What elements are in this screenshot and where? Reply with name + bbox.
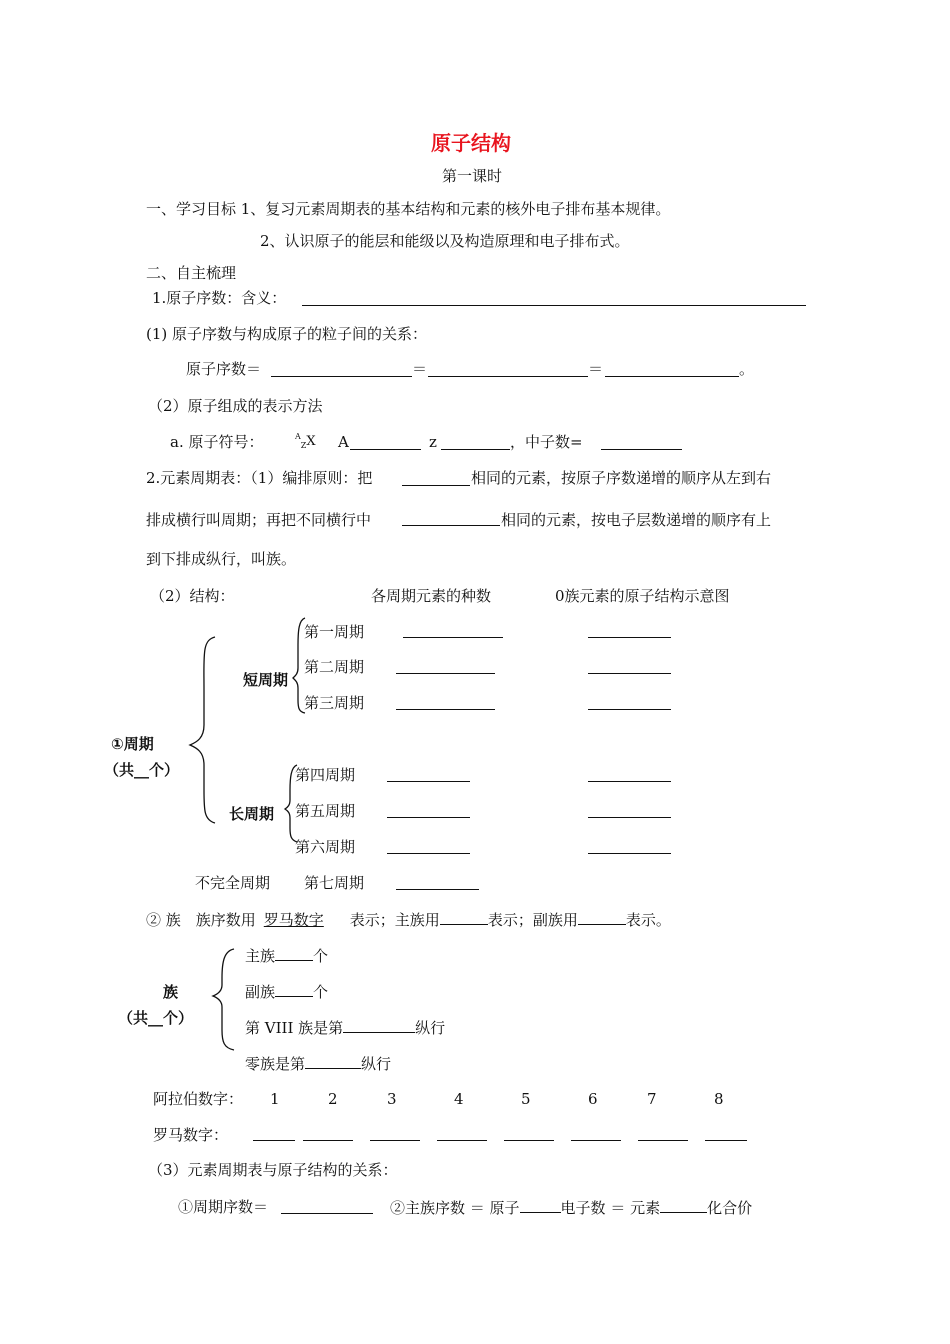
group-main-label: 族 xyxy=(163,983,179,1001)
q1-label: 1.原子序数：含义： xyxy=(152,289,287,307)
period-4: 第四周期 xyxy=(295,766,356,784)
group-brace xyxy=(213,949,234,1050)
period-2-diagram-blank[interactable] xyxy=(588,673,671,674)
sub-group-notation-blank[interactable] xyxy=(578,909,626,925)
period-1: 第一周期 xyxy=(304,623,365,641)
group-intro: ② 族 族序数用 罗马数字 表示；主族用 表示；副族用 表示。 xyxy=(146,911,671,929)
period-6: 第六周期 xyxy=(295,838,356,856)
period-number-blank[interactable] xyxy=(281,1213,373,1214)
period-7-count-blank[interactable] xyxy=(396,889,479,890)
structure-label: （2）结构： xyxy=(150,587,235,605)
period-2: 第二周期 xyxy=(304,658,365,676)
period-1-count-blank[interactable] xyxy=(403,637,503,638)
column-header-count: 各周期元素的种数 xyxy=(371,587,492,605)
group-item-viii: 第 VIII 族是第 纵行 xyxy=(245,1019,446,1037)
rep-heading: （2）原子组成的表示方法 xyxy=(148,397,323,415)
period-2-count-blank[interactable] xyxy=(396,673,495,674)
q3-label: （3）元素周期表与原子结构的关系： xyxy=(148,1161,398,1179)
q2-line2-a: 排成横行叫周期；再把不同横行中 xyxy=(146,511,372,529)
arabic-3: 3 xyxy=(387,1090,397,1108)
period-6-count-blank[interactable] xyxy=(387,853,470,854)
neutron-label: ，中子数= xyxy=(510,433,583,451)
roman-blank-4[interactable] xyxy=(437,1140,487,1141)
roman-blank-7[interactable] xyxy=(638,1140,688,1141)
period-5-count-blank[interactable] xyxy=(387,817,470,818)
group-item-sub: 副族 个 xyxy=(245,983,329,1001)
period-4-count-blank[interactable] xyxy=(387,781,470,782)
eq-end: 。 xyxy=(739,360,755,378)
period-1-diagram-blank[interactable] xyxy=(588,637,671,638)
period-main-count: （共__个） xyxy=(104,761,180,779)
q2-line1-b: 相同的元素，按原子序数递增的顺序从左到右 xyxy=(471,469,772,487)
roman-blank-2[interactable] xyxy=(303,1140,353,1141)
group-item-zero: 零族是第 纵行 xyxy=(245,1055,392,1073)
period-5-diagram-blank[interactable] xyxy=(588,817,671,818)
roman-label: 罗马数字： xyxy=(153,1126,229,1144)
roman-blank-8[interactable] xyxy=(705,1140,747,1141)
period-6-diagram-blank[interactable] xyxy=(588,853,671,854)
roman-blank-3[interactable] xyxy=(370,1140,420,1141)
period-3-diagram-blank[interactable] xyxy=(588,709,671,710)
roman-blank-1[interactable] xyxy=(253,1140,295,1141)
period-4-diagram-blank[interactable] xyxy=(588,781,671,782)
main-group-count-blank[interactable] xyxy=(275,945,313,961)
period-5: 第五周期 xyxy=(295,802,356,820)
period-7: 第七周期 xyxy=(304,874,365,892)
valence-blank[interactable] xyxy=(660,1197,707,1213)
eq-sep-2: ＝ xyxy=(588,360,604,378)
proton-label: z xyxy=(429,433,437,451)
period-3-count-blank[interactable] xyxy=(396,709,495,710)
incomplete-period-label: 不完全周期 xyxy=(195,874,271,892)
long-period-label: 长周期 xyxy=(229,805,275,823)
eq-label: 原子序数＝ xyxy=(186,360,262,378)
group-main-count: （共__个） xyxy=(118,1009,194,1027)
q2-line2-b: 相同的元素，按电子层数递增的顺序有上 xyxy=(501,511,772,529)
roman-numeral-answer: 罗马数字 xyxy=(263,911,324,929)
main-group-notation-blank[interactable] xyxy=(440,909,488,925)
viii-group-blank[interactable] xyxy=(343,1017,415,1033)
column-header-diagram: 0族元素的原子结构示意图 xyxy=(555,587,730,605)
period-main-brace xyxy=(190,637,215,823)
period-number-eq: ①周期序数＝ xyxy=(178,1198,269,1216)
group-item-main: 主族 个 xyxy=(245,947,329,965)
outer-electron-blank[interactable] xyxy=(520,1197,561,1213)
arabic-6: 6 xyxy=(588,1090,598,1108)
page-subtitle: 第一课时 xyxy=(442,167,503,185)
roman-blank-5[interactable] xyxy=(504,1140,554,1141)
arabic-5: 5 xyxy=(521,1090,531,1108)
section-heading: 二、自主梳理 xyxy=(146,264,237,282)
goal-line-2: 2、认识原子的能层和能级以及构造原理和电子排布式。 xyxy=(260,232,630,250)
arabic-4: 4 xyxy=(454,1090,464,1108)
arabic-1: 1 xyxy=(270,1090,280,1108)
arabic-8: 8 xyxy=(714,1090,724,1108)
arabic-label: 阿拉伯数字： xyxy=(153,1090,244,1108)
zero-group-blank[interactable] xyxy=(305,1053,361,1069)
q1-relation: (1) 原子序数与构成原子的粒子间的关系： xyxy=(146,325,428,343)
period-main-label: ①周期 xyxy=(111,735,154,753)
mass-number-label: A xyxy=(338,433,349,451)
q2-line3: 到下排成纵行，叫族。 xyxy=(146,550,297,568)
eq-sep-1: ＝ xyxy=(412,360,428,378)
period-3: 第三周期 xyxy=(304,694,365,712)
goal-line-1: 一、学习目标 1、复习元素周期表的基本结构和元素的核外电子排布基本规律。 xyxy=(146,200,671,218)
arabic-7: 7 xyxy=(647,1090,657,1108)
sub-group-count-blank[interactable] xyxy=(275,981,313,997)
q2-line1-a: 2.元素周期表：（1）编排原则：把 xyxy=(146,469,373,487)
roman-blank-6[interactable] xyxy=(571,1140,621,1141)
short-period-label: 短周期 xyxy=(243,671,289,689)
atomic-symbol: $^A_Z$X xyxy=(295,432,316,450)
group-number-eq: ②主族序数 ＝ 原子 电子数 ＝ 元素 化合价 xyxy=(390,1199,753,1217)
page-title: 原子结构 xyxy=(431,131,511,155)
symbol-label: a. 原子符号： xyxy=(170,433,264,451)
arabic-2: 2 xyxy=(328,1090,338,1108)
